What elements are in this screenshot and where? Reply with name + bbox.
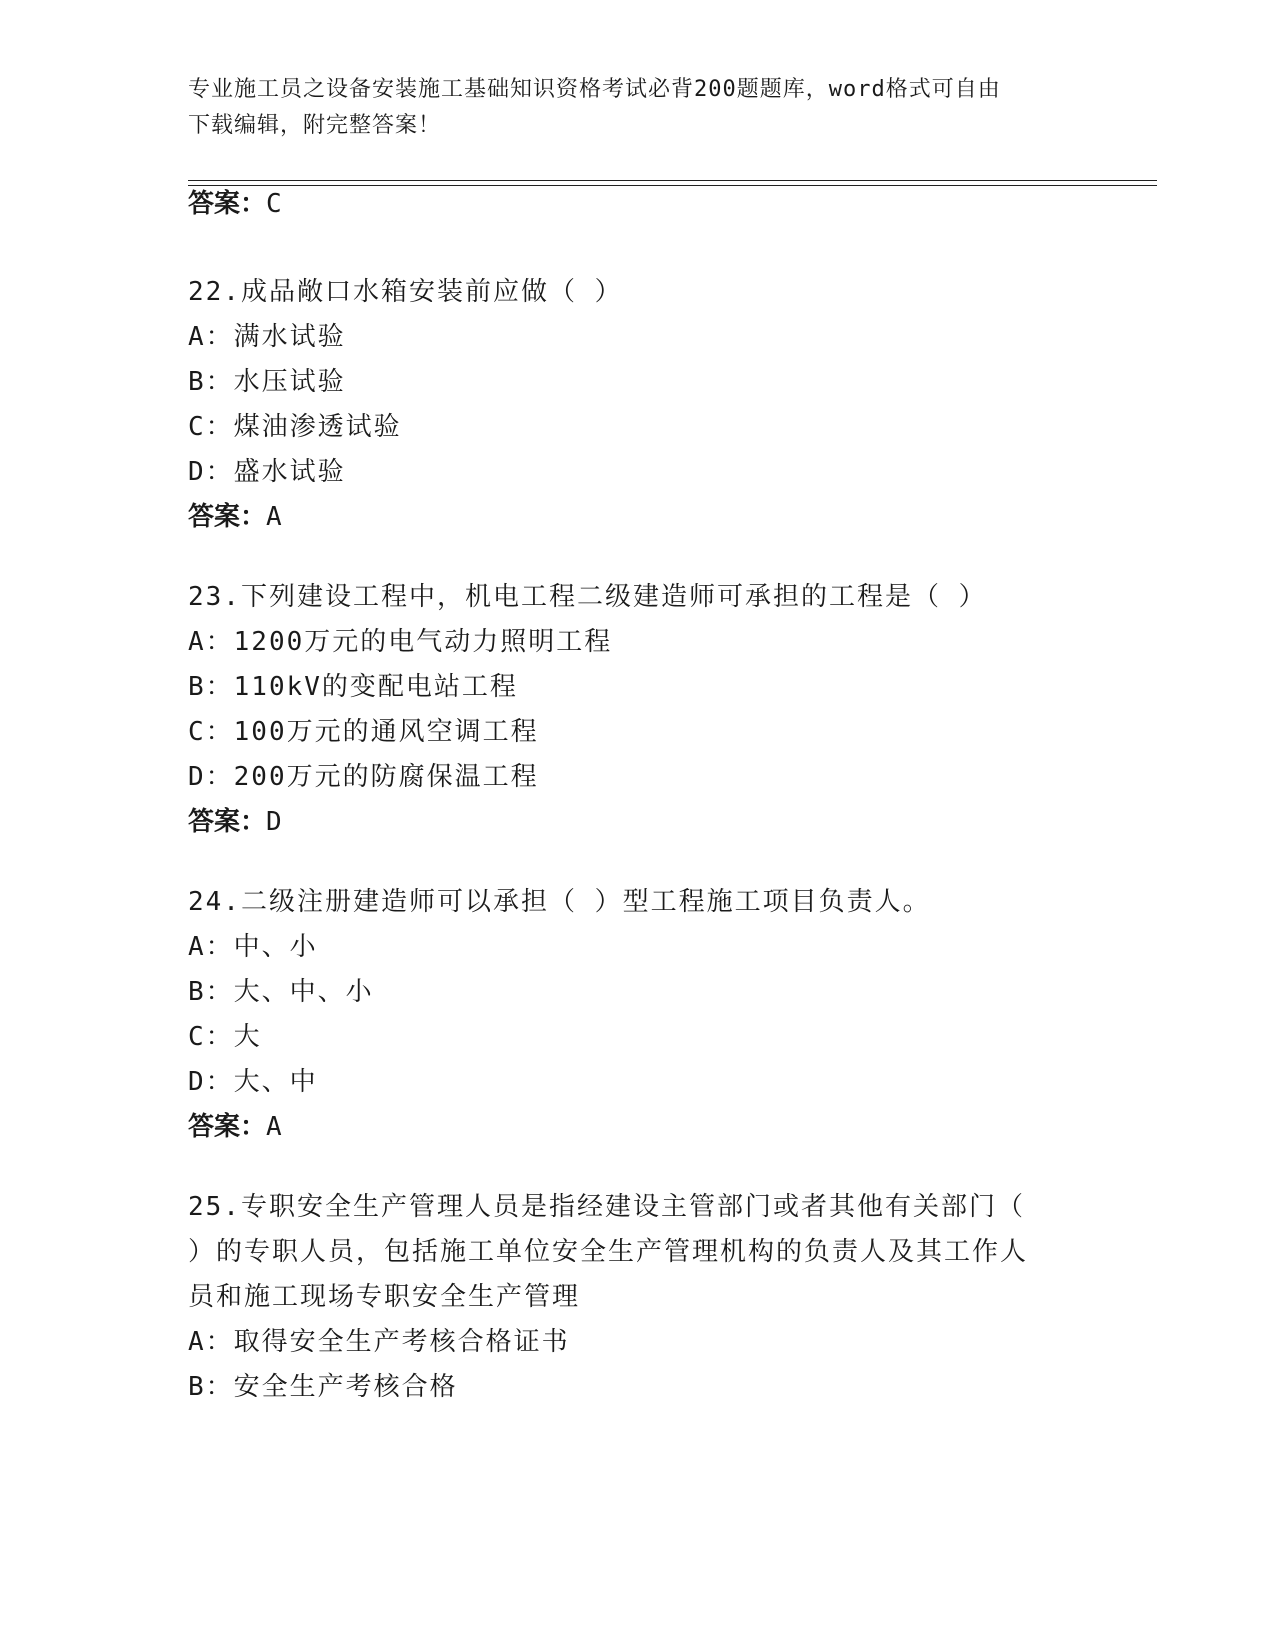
answer-line [188, 495, 1088, 540]
header-divider-top [188, 180, 1157, 181]
answer-value: A [266, 502, 282, 532]
document-header [188, 72, 1068, 144]
answer-line [188, 1105, 1088, 1150]
answer-label: 答案： [188, 189, 267, 219]
question-stem-text: 二级注册建造师可以承担（ ）型工程施工项目负责人。 [240, 887, 931, 917]
previous-answer-block [188, 182, 1088, 227]
option-c: C：100万元的通风空调工程 [188, 717, 539, 747]
question-stem-text: 成品敞口水箱安装前应做（ ） [240, 277, 623, 307]
answer-line [188, 800, 1088, 845]
option-c: C：煤油渗透试验 [188, 412, 402, 442]
question-25 [188, 1185, 1088, 1410]
answer-label: 答案： [188, 502, 267, 532]
question-stem-continuation: 员和施工现场专职安全生产管理 [188, 1282, 581, 1312]
question-stem [188, 575, 1088, 620]
option-b: B：大、中、小 [188, 977, 374, 1007]
question-stem-text: 专职安全生产管理人员是指经建设主管部门或者其他有关部门（ [240, 1192, 1025, 1222]
question-number: 22. [188, 277, 241, 307]
option-d: D：200万元的防腐保温工程 [188, 762, 539, 792]
option-d: D：大、中 [188, 1067, 318, 1097]
option-a: A：1200万元的电气动力照明工程 [188, 627, 613, 657]
option-a: A：中、小 [188, 932, 318, 962]
header-title-line-2: 下载编辑，附完整答案！ [188, 113, 442, 138]
answer-line [188, 182, 1088, 227]
option-c: C：大 [188, 1022, 262, 1052]
answer-value: A [266, 1112, 282, 1142]
answer-value: C [266, 189, 282, 219]
question-23 [188, 575, 1088, 845]
answer-value: D [266, 807, 282, 837]
option-a: A：满水试验 [188, 322, 346, 352]
option-b: B：110kV的变配电站工程 [188, 672, 518, 702]
question-stem [188, 880, 1088, 925]
option-b: B：安全生产考核合格 [188, 1372, 458, 1402]
option-a: A：取得安全生产考核合格证书 [188, 1327, 570, 1357]
question-number: 23. [188, 582, 241, 612]
answer-label: 答案： [188, 1112, 267, 1142]
answer-label: 答案： [188, 807, 267, 837]
question-number: 25. [188, 1192, 241, 1222]
question-stem [188, 1185, 1088, 1230]
header-title-line-1: 专业施工员之设备安装施工基础知识资格考试必背200题题库，word格式可自由 [188, 77, 1001, 102]
option-d: D：盛水试验 [188, 457, 346, 487]
question-stem [188, 270, 1088, 315]
question-22 [188, 270, 1088, 540]
question-24 [188, 880, 1088, 1150]
question-stem-text: 下列建设工程中，机电工程二级建造师可承担的工程是（ ） [240, 582, 987, 612]
question-stem-continuation: ）的专职人员，包括施工单位安全生产管理机构的负责人及其工作人 [188, 1237, 1029, 1267]
option-b: B：水压试验 [188, 367, 346, 397]
question-number: 24. [188, 887, 241, 917]
